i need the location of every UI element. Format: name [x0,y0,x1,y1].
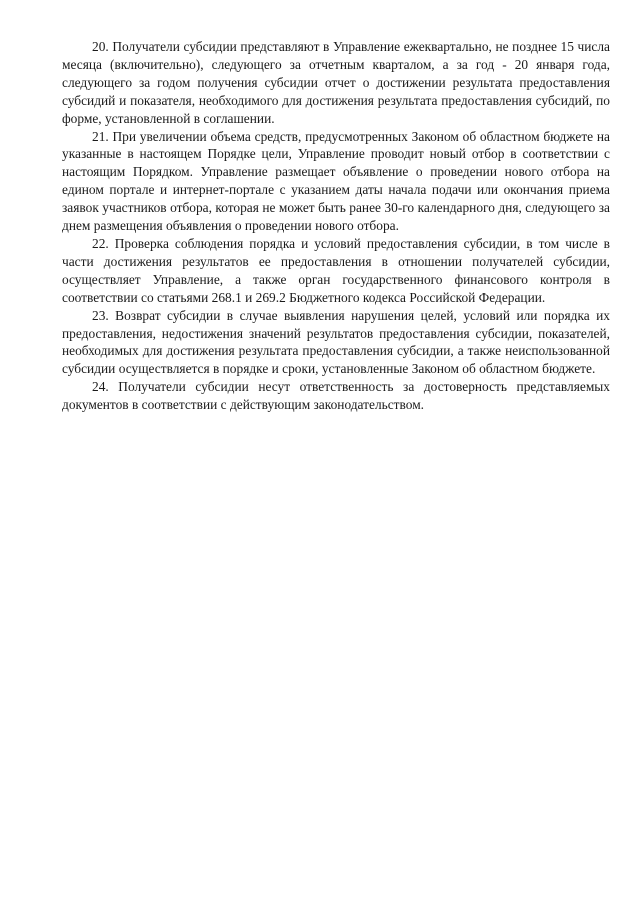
paragraph-22: 22. Проверка соблюдения порядка и условий предоставления субсидии, в том числе в части достижения результатов ее предоставления в отношении получателей субсидии, осуществляет Управление, а также орган государственного финансового контроля в соответствии со статьями 268.1 и 269.2 Бюджетного кодекса Российской Федерации. [62,235,610,305]
document-body [62,38,610,414]
paragraph-21: 21. При увеличении объема средств, предусмотренных Законом об областном бюджете на указанные в настоящем Порядке цели, Управление проводит новый отбор в соответствии с настоящим Порядком. Управление размещает объявление о проведении нового отбора на едином портале и интернет-портале с указанием даты начала подачи или окончания приема заявок участников отбора, которая не может быть ранее 30-го календарного дня, следующего за днем размещения объявления о проведении нового отбора. [62,128,610,234]
paragraph-24: 24. Получатели субсидии несут ответственность за достоверность представляемых документов в соответствии с действующим законодательством. [62,379,610,413]
paragraph-20: 20. Получатели субсидии представляют в Управление ежеквартально, не позднее 15 числа месяца (включительно), следующего за отчетным кварталом, а за год - 20 января года, следующего за годом получения субсидии отчет о достижении результата предоставления субсидий и показателя, необходимого для достижения результата предоставления субсидий, по форме, установленной в соглашении. [62,39,610,126]
paragraph-23: 23. Возврат субсидии в случае выявления нарушения целей, условий или порядка их предоставления, недостижения значений результатов предоставления субсидии, показателей, необходимых для достижения результата предоставления субсидии, а также неиспользованной субсидии осуществляется в порядке и сроки, установленные Законом об областном бюджете. [62,307,610,377]
